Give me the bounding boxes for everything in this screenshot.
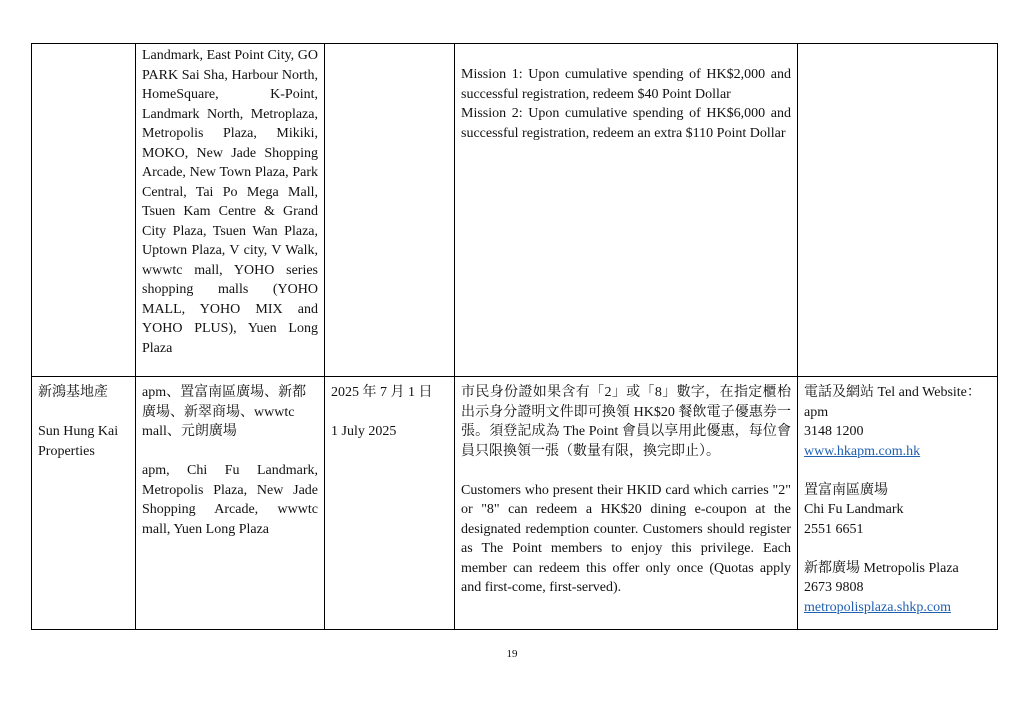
contact-name: 新都廣場 Metropolis Plaza [804, 560, 959, 576]
date-zh: 2025 年 7 月 1 日 [331, 385, 433, 400]
malls-zh-text: apm、置富南區廣場、新都廣場、新翠商場、wwwtc mall、元朗廣場 [142, 385, 307, 439]
malls-en-text: Landmark, East Point City, GO PARK Sai Sha, Harbour North, HomeSquare, K-Point, Landmark North, Metroplaza, Metropolis Plaza, Mikiki, MOKO, New Jade Shopping Arcade, New Town Plaza, Park Central, Tai Po Mega Mall, Tsuen Kam Centre & Grand City Plaza, Tsuen Wan Plaza, Uptown Plaza, V city, V Walk, wwwtc mall, YOHO series shopping malls (YOHO MALL, YOHO MIX and YOHO PLUS), Yuen Long Plaza [142, 48, 318, 356]
contact-tel: 2673 9808 [804, 580, 864, 595]
contact-tel: 3148 1200 [804, 424, 864, 439]
contact-name: apm [804, 404, 829, 420]
contact-name: 置富南區廣場 Chi Fu Landmark [804, 482, 904, 517]
date-cell [325, 377, 455, 630]
malls-cell [136, 44, 325, 377]
malls-cell [136, 377, 325, 630]
contact-cell [798, 377, 998, 630]
contact-tel: 2551 6651 [804, 521, 864, 537]
mission-1-text: Mission 1: Upon cumulative spending of HK$2,000 and successful registration, redeem $40 Point Dollar [461, 67, 791, 102]
table-row [32, 44, 998, 377]
company-name-zh: 新鴻基地產 [38, 385, 108, 400]
offer-en-text: Customers who present their HKID card which carries "2" or "8" can redeem a HK$20 dining e-coupon at the designated redemption counter. Customers should register as The Point members to enjoy this privilege. Each member can redeem this offer only once (Quotas apply and first-come, first-served). [461, 482, 791, 595]
promotion-table [31, 43, 998, 630]
company-cell [32, 44, 136, 377]
malls-en-text: apm, Chi Fu Landmark, Metropolis Plaza, New Jade Shopping Arcade, wwwtc mall, Yuen Long Plaza [142, 463, 318, 537]
table-row [32, 377, 998, 630]
contact-website-link[interactable]: www.hkapm.com.hk [804, 443, 921, 459]
offer-cell [455, 44, 798, 377]
page-number: 19 [506, 648, 518, 660]
company-name-en: Sun Hung Kai Properties [38, 424, 119, 459]
date-en: 1 July 2025 [331, 424, 397, 439]
contact-heading: 電話及網站 Tel and Website： [804, 385, 981, 400]
contact-cell [798, 44, 998, 377]
mission-2-text: Mission 2: Upon cumulative spending of HK$6,000 and successful registration, redeem an extra $110 Point Dollar [461, 106, 791, 141]
contact-website-link[interactable]: metropolisplaza.shkp.com [804, 599, 951, 615]
offer-cell [455, 377, 798, 630]
offer-zh-text: 市民身份證如果含有「2」或「8」數字，在指定櫃枱出示身分證明文件即可換領 HK$20 餐飲電子優惠券一張。須登記成為 The Point 會員以享用此優惠，每位會員只限換領一張（數量有限，換完即止）。 [461, 385, 791, 459]
date-cell [325, 44, 455, 377]
company-cell [32, 377, 136, 630]
